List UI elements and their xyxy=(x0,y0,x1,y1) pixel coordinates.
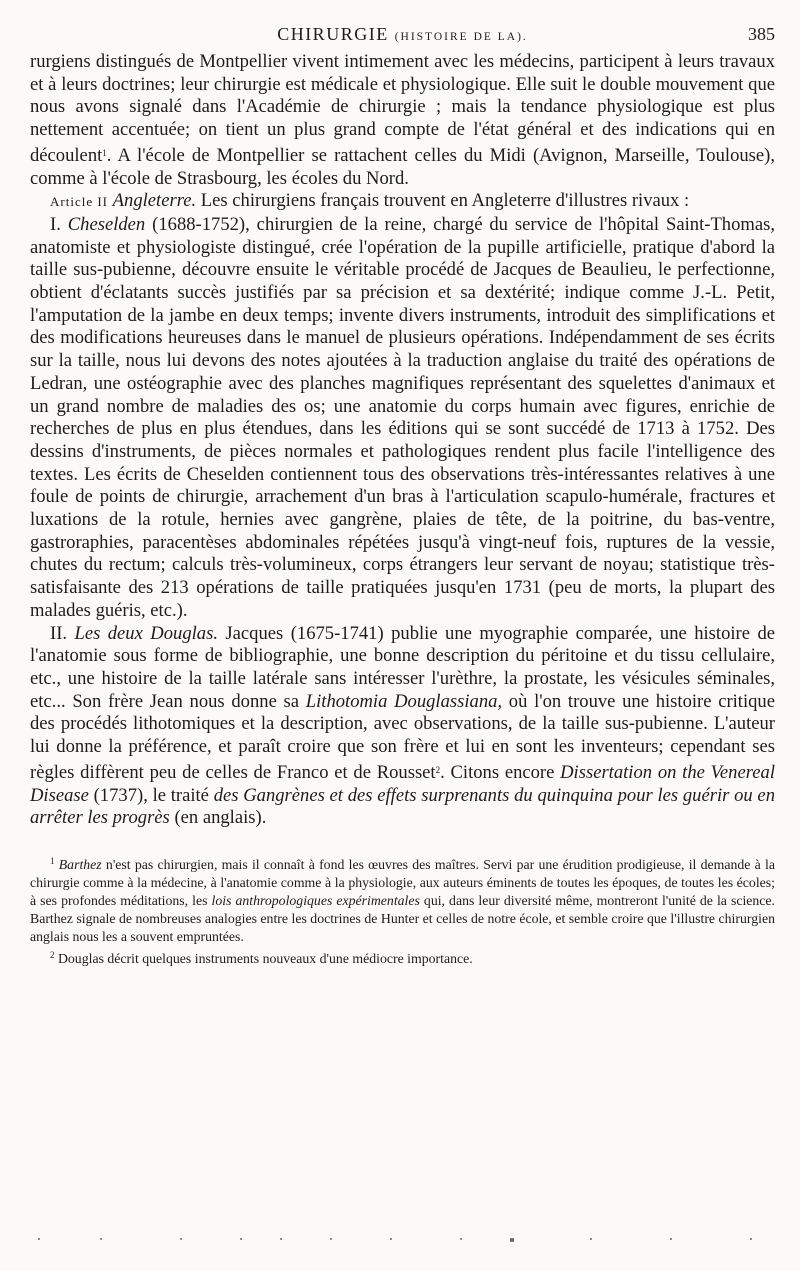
book-page xyxy=(30,22,775,968)
footnotes xyxy=(30,852,775,969)
book-title: des Gangrènes et des effets surprenants du quinquina pour les guérir ou en arrêter les progrès xyxy=(30,784,775,829)
footnote-text: Douglas décrit quelques instruments nouveaux d'une médiocre importance. xyxy=(54,951,473,967)
footnote-1 xyxy=(30,852,775,946)
running-header xyxy=(30,22,775,48)
footnote-ref-2[interactable]: 2 xyxy=(435,764,441,775)
scan-speck xyxy=(330,1238,332,1240)
paragraph-text: Jacques (1675-1741) publie une myographie comparée, une histoire de l'anatomie sous forme de bibliographie, une bonne description du péritoine et du tissu cellulaire, etc., une histoire de la taille latérale sans intéresser l'urèthre, la prostate, les vésicules séminales, etc... Son frère Jean nous donne sa xyxy=(30,622,775,712)
footnote-ref-1[interactable]: 1 xyxy=(102,147,107,158)
page-number: 385 xyxy=(748,24,775,44)
scan-speck xyxy=(280,1238,282,1240)
article-title: Angleterre. xyxy=(112,190,197,212)
article-intro: Les chirurgiens français trouvent en Angleterre d'illustres rivaux : xyxy=(196,190,690,212)
section-number: I. xyxy=(50,213,68,235)
section-title: Les deux Douglas. xyxy=(74,622,218,644)
paragraph-text: où l'on trouve une histoire critique des procédés lithotomiques et la description, avec observations, de la taille sus-pubienne. L'auteur lui donne la préférence, et paraît croire que son frère et lui en sont les inventeurs; cependant ses règles diffèrent peu de celles de Franco et de Rousset xyxy=(30,690,775,783)
paragraph-text: (1737), le traité xyxy=(88,784,214,806)
scan-speck xyxy=(670,1238,672,1240)
footnote-mark: 2 xyxy=(50,950,55,961)
scan-speck xyxy=(510,1238,514,1242)
paragraph-text: rurgiens distingués de Montpellier vivent intimement avec les médecins, participent à leurs travaux et à leurs doctrines; leur chirurgie est médicale et physiologique. Elle suit le double mouvement que nous avons signalé dans l'Académie de chirurgie ; mais la tendance physiologique est plus nettement accentuée; on tient un plus grand compte de l'état général et des indications qui en découlent xyxy=(30,51,775,166)
scan-specks xyxy=(30,1238,770,1244)
running-title xyxy=(30,24,775,45)
footnote-text: qui, dans leur diversité même, montreront l'unité de la science. Barthez signale de nombreuses analogies entre les doctrines de Hunter et celles de notre école, et semble croire que l'illustre chirurgien anglais nous les a souvent empruntées. xyxy=(30,893,776,945)
running-title-main: CHIRURGIE xyxy=(277,24,389,44)
book-title: Lithotomia Douglassiana, xyxy=(305,690,503,712)
scan-speck xyxy=(590,1238,592,1240)
surgeon-name: Cheselden xyxy=(67,213,146,235)
footnote-mark: 1 xyxy=(50,855,55,866)
paragraph-text: . A l'école de Montpellier se rattachent celles du Midi (Avignon, Marseille, Toulouse), comme à l'école de Strasbourg, les écoles du Nord. xyxy=(30,144,775,189)
paragraph-cheselden xyxy=(30,214,775,623)
scan-speck xyxy=(750,1238,752,1240)
paragraph-douglas xyxy=(30,623,775,830)
body-text xyxy=(30,51,775,830)
section-number: II. xyxy=(50,622,75,644)
article-label: Article II xyxy=(50,194,109,210)
article-heading xyxy=(30,190,775,214)
paragraph-text: (en anglais). xyxy=(169,807,267,829)
scan-speck xyxy=(180,1238,182,1240)
running-title-sub: (HISTOIRE DE LA). xyxy=(394,31,528,43)
paragraph-text: . Citons encore xyxy=(440,761,561,783)
footnote-2 xyxy=(30,946,775,968)
footnote-name: Barthez xyxy=(58,856,102,872)
paragraph-text: (1688-1752), chirurgien de la reine, chargé du service de l'hôpital Saint-Thomas, anatomiste et physiologiste distingué, crée l'opération de la pupille artificielle, pratique d'abord la taille sus-pubienne, découvre ensuite le véritable procédé de Jacques de Beaulieu, le perfectionne, obtient d'éclatants succès justifiés par sa précision et sa dextérité; indique comme J.-L. Petit, l'amputation de la jambe en deux temps; invente divers instruments, introduit des simplifications et des modifications heureuses dans le manuel de plusieurs opérations. Indépendamment de ses écrits sur la taille, nous lui devons des notes ajoutées à la traduction anglaise du traité des opérations de Ledran, une ostéographie avec des planches magnifiques représentant des squelettes d'animaux et un grand nombre de maladies des os; une anatomie du corps humain avec figures, enrichie de recherches de plus en plus étendues, dans les éditions qui se sont succédé de 1713 à 1752. Des dessins d'instruments, de pièces normales et pathologiques rendent plus facile l'intelligence des textes. Les écrits de Cheselden contiennent tous des observations très-intéressantes relatives à une foule de points de chirurgie, arrachement d'un bras à l'articulation scapulo-humérale, fractures et luxations de la rotule, hernies avec gangrène, plaies de tête, de la poitrine, du bas-ventre, gastroraphies, paracentèses abdominales répétées jusqu'à vingt-neuf fois, ruptures de la vessie, chutes du rectum; calculs très-volumineux, corps étrangers leur servant de noyau; statistique très-satisfaisante des 213 opérations de taille pratiquées jusqu'en 1731 (peu de morts, la plupart des malades guéris, etc.). xyxy=(30,213,775,621)
paragraph-montpellier xyxy=(30,51,775,190)
book-title: Dissertation on the Venereal Disease xyxy=(30,761,775,806)
scan-speck xyxy=(390,1238,392,1240)
scan-speck xyxy=(240,1238,242,1240)
footnote-text: n'est pas chirurgien, mais il connaît à fond les œuvres des maîtres. Servi par une érudition prodigieuse, il demande à la chirurgie comme à la médecine, à l'anatomie comme à la physiologie, aux auteurs éminents de toutes les époques, de toutes les écoles; à ses profondes méditations, les xyxy=(30,856,776,909)
scan-speck xyxy=(460,1238,462,1240)
scan-speck xyxy=(38,1238,40,1240)
scan-speck xyxy=(100,1238,102,1240)
footnote-emphasis: lois anthropologiques expérimentales xyxy=(211,893,420,909)
